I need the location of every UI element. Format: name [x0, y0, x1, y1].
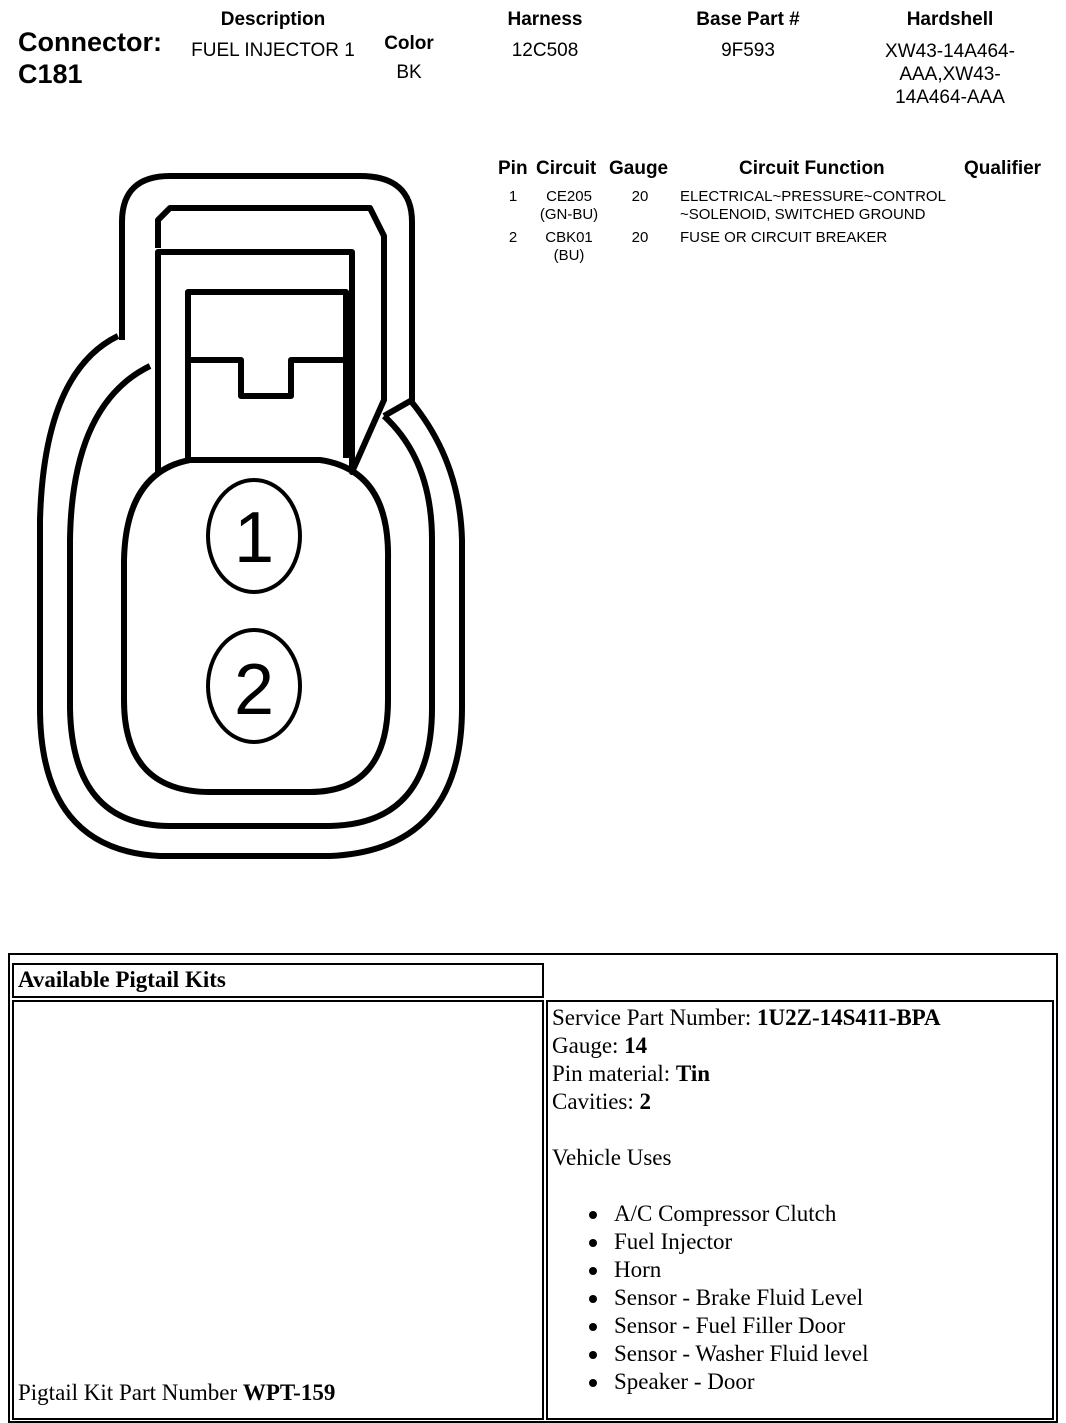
- list-item: Sensor - Washer Fluid level: [552, 1340, 1048, 1368]
- cavities-line: [552, 1088, 1048, 1116]
- function-line: ~SOLENOID, SWITCHED GROUND: [680, 206, 926, 223]
- latch-notch: [188, 360, 346, 396]
- list-item: Sensor - Brake Fluid Level: [552, 1284, 1048, 1312]
- hardshell-line: AAA,XW43-: [899, 64, 1001, 85]
- harness-header: Harness: [507, 9, 583, 30]
- pin-1-label: 1: [233, 498, 275, 578]
- cavities-value: 2: [639, 1089, 652, 1114]
- service-part-label: Service Part Number:: [552, 1005, 758, 1030]
- qualifier-header: Qualifier: [964, 158, 1042, 179]
- circuit-code: CBK01: [545, 229, 593, 246]
- service-part-line: [552, 1004, 1048, 1032]
- circuit-cell: [529, 188, 609, 224]
- list-item: A/C Compressor Clutch: [552, 1200, 1048, 1228]
- service-part-value: 1U2Z-14S411-BPA: [757, 1005, 941, 1030]
- circuit-code: CE205: [546, 188, 592, 205]
- color-header: Color: [384, 33, 434, 54]
- pigtail-kit-cell: [12, 1000, 544, 1420]
- circuit-function-header: Circuit Function: [739, 158, 885, 179]
- gauge-line: [552, 1032, 1048, 1060]
- color-value: BK: [396, 62, 422, 83]
- hardshell-header: Hardshell: [906, 9, 994, 30]
- gauge-cell: 20: [631, 188, 649, 205]
- latch-inner: [158, 208, 384, 472]
- vehicle-uses-heading: Vehicle Uses: [552, 1145, 672, 1170]
- pigtail-title-cell: [12, 963, 544, 998]
- pin-material-label: Pin material:: [552, 1061, 676, 1086]
- function-line: FUSE OR CIRCUIT BREAKER: [680, 229, 888, 246]
- circuit-cell: [529, 229, 609, 265]
- circuit-function-cell: [680, 229, 970, 247]
- list-item: Fuel Injector: [552, 1228, 1048, 1256]
- pin-number: 2: [508, 229, 518, 246]
- function-line: ELECTRICAL~PRESSURE~CONTROL: [680, 188, 946, 205]
- pin-material-value: Tin: [675, 1061, 711, 1086]
- pin-number: 1: [508, 188, 518, 205]
- gauge-header: Gauge: [609, 158, 669, 179]
- harness-value: 12C508: [511, 40, 579, 61]
- outer-body: [40, 336, 462, 856]
- connector-face-diagram: [0, 160, 480, 880]
- base-part-value: 9F593: [721, 40, 775, 61]
- list-item: Sensor - Fuel Filler Door: [552, 1312, 1048, 1340]
- gauge-value: 14: [624, 1033, 648, 1058]
- base-part-header: Base Part #: [696, 9, 800, 30]
- cavities-label: Cavities:: [552, 1089, 640, 1114]
- hardshell-line: 14A464-AAA: [895, 87, 1005, 108]
- pin-material-line: [552, 1060, 1048, 1088]
- description-value: FUEL INJECTOR 1: [191, 40, 355, 61]
- pigtail-title: Available Pigtail Kits: [18, 967, 226, 992]
- circuit-header: Circuit: [536, 158, 597, 179]
- circuit-color: (GN-BU): [539, 206, 599, 223]
- hardshell-line: XW43-14A464-: [885, 41, 1015, 62]
- pin-2-label: 2: [233, 650, 275, 730]
- gauge-cell: 20: [631, 229, 649, 246]
- connector-title: [18, 26, 162, 90]
- circuit-function-cell: [680, 188, 970, 224]
- latch-tab: [188, 292, 346, 458]
- circuit-color: (BU): [553, 247, 585, 264]
- pigtail-kit-label: Pigtail Kit Part Number: [18, 1380, 243, 1405]
- gauge-label: Gauge:: [552, 1033, 625, 1058]
- pigtail-kit-number: [18, 1380, 335, 1406]
- connector-label: Connector:: [18, 27, 162, 57]
- connector-id: C181: [18, 59, 83, 89]
- pigtail-detail-cell: [546, 1000, 1054, 1420]
- list-item: Horn: [552, 1256, 1048, 1284]
- pin-header: Pin: [498, 158, 528, 179]
- list-item: Speaker - Door: [552, 1368, 1048, 1396]
- vehicle-uses-list: [552, 1200, 1048, 1396]
- description-header: Description: [220, 9, 326, 30]
- hardshell-value: [860, 40, 1040, 109]
- pigtail-kit-value: WPT-159: [242, 1380, 336, 1405]
